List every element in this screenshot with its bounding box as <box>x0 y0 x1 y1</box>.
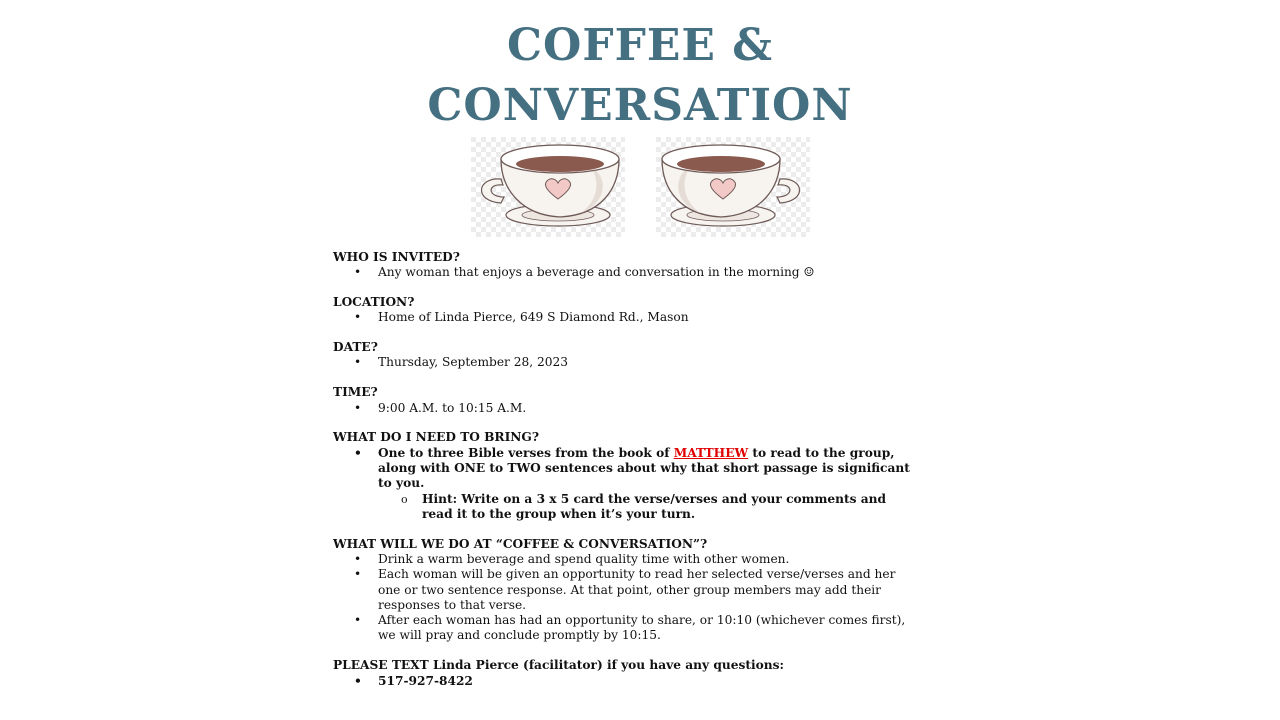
title-line-2: CONVERSATION <box>427 80 853 131</box>
section-location <box>333 295 913 326</box>
section-heading: TIME? <box>333 385 378 400</box>
coffee-cup-heart-icon <box>471 137 625 237</box>
section-heading: WHAT DO I NEED TO BRING? <box>333 430 539 445</box>
section-heading: LOCATION? <box>333 295 415 310</box>
title-line-1: COFFEE & <box>507 20 773 71</box>
list-item: • Any woman that enjoys a beverage and conversation in the morning ☺ <box>333 265 913 280</box>
section-what-to-bring <box>333 430 913 522</box>
flyer-content <box>333 250 913 703</box>
list-item: • Home of Linda Pierce, 649 S Diamond Rd., Mason <box>333 310 913 325</box>
list-item: • Thursday, September 28, 2023 <box>333 355 913 370</box>
section-contact <box>333 658 913 689</box>
section-heading: WHO IS INVITED? <box>333 250 460 264</box>
section-heading: DATE? <box>333 340 378 355</box>
coffee-cup-heart-icon <box>656 137 810 237</box>
section-who-invited <box>333 250 913 281</box>
list-item: • After each woman has had an opportunity to share, or 10:10 (whichever comes first), we will pray and conclude promptly by 10:15. <box>333 613 913 644</box>
section-heading: PLEASE TEXT Linda Pierce (facilitator) if you have any questions: <box>333 658 784 673</box>
bring-text-before: One to three Bible verses from the book of <box>378 445 674 460</box>
list-item: • Each woman will be given an opportunity to read her selected verse/verses and her one or two sentence response. At that point, other group members may add their responses to that verse. <box>333 567 913 613</box>
list-item: • Drink a warm beverage and spend quality time with other women. <box>333 552 913 567</box>
section-heading: WHAT WILL WE DO AT “COFFEE & CONVERSATION”? <box>333 536 708 551</box>
list-item <box>333 446 913 522</box>
phone-number: • 517-927-8422 <box>333 674 913 689</box>
matthew-highlight: MATTHEW <box>673 445 749 460</box>
list-item: • 9:00 A.M. to 10:15 A.M. <box>333 401 913 416</box>
hint-item: o Hint: Write on a 3 x 5 card the verse/verses and your comments and read it to the group when it’s your turn. <box>378 492 913 523</box>
section-time <box>333 385 913 416</box>
section-date <box>333 340 913 371</box>
bring-text-after: to read to the group, along with ONE to TWO sentences about why that short passage is significant to you. <box>378 445 910 491</box>
section-activities <box>333 537 913 644</box>
